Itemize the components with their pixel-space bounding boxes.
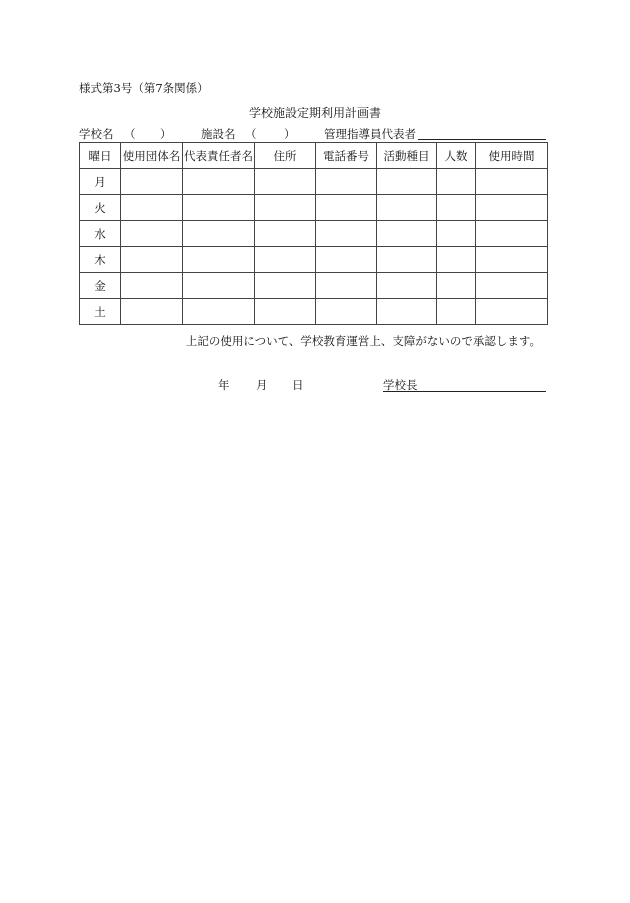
address-cell[interactable]	[255, 247, 316, 273]
representative-name-cell[interactable]	[183, 169, 255, 195]
group-name-cell[interactable]	[121, 247, 183, 273]
headcount-cell[interactable]	[437, 299, 476, 325]
phone-cell[interactable]	[316, 299, 377, 325]
column-header-day: 曜日	[80, 143, 121, 169]
table-row	[80, 247, 548, 273]
activity-cell[interactable]	[377, 273, 437, 299]
facility-name-paren-close: ）	[284, 127, 296, 141]
day-cell: 木	[80, 247, 121, 273]
table-row	[80, 299, 548, 325]
school-name-paren-open: （	[124, 127, 136, 141]
activity-cell[interactable]	[377, 195, 437, 221]
activity-cell[interactable]	[377, 299, 437, 325]
table-row	[80, 221, 548, 247]
school-name-label: 学校名	[79, 127, 114, 141]
column-header-headcount: 人数	[437, 143, 476, 169]
day-label: 日	[292, 378, 304, 392]
representative-name-cell[interactable]	[183, 195, 255, 221]
representative-field[interactable]	[418, 139, 546, 140]
usage-time-cell[interactable]	[476, 299, 548, 325]
headcount-cell[interactable]	[437, 273, 476, 299]
representative-name-cell[interactable]	[183, 273, 255, 299]
representative-name-cell[interactable]	[183, 221, 255, 247]
group-name-cell[interactable]	[121, 273, 183, 299]
phone-cell[interactable]	[316, 169, 377, 195]
column-header-activity: 活動種目	[377, 143, 437, 169]
group-name-cell[interactable]	[121, 195, 183, 221]
column-header-address: 住所	[255, 143, 316, 169]
usage-time-cell[interactable]	[476, 247, 548, 273]
month-label: 月	[256, 378, 268, 392]
facility-name-paren-open: （	[245, 127, 257, 141]
document-title: 学校施設定期利用計画書	[248, 106, 381, 120]
column-header-phone: 電話番号	[316, 143, 377, 169]
group-name-cell[interactable]	[121, 169, 183, 195]
table-row	[80, 195, 548, 221]
activity-cell[interactable]	[377, 247, 437, 273]
table-header-row	[80, 143, 548, 169]
form-number: 様式第3号（第7条関係）	[79, 81, 209, 95]
usage-time-cell[interactable]	[476, 273, 548, 299]
column-header-representative-name: 代表責任者名	[183, 143, 255, 169]
day-cell: 金	[80, 273, 121, 299]
schedule-table	[79, 142, 548, 325]
headcount-cell[interactable]	[437, 221, 476, 247]
address-cell[interactable]	[255, 273, 316, 299]
headcount-cell[interactable]	[437, 169, 476, 195]
usage-time-cell[interactable]	[476, 169, 548, 195]
school-name-paren-close: ）	[160, 127, 172, 141]
representative-name-cell[interactable]	[183, 247, 255, 273]
address-cell[interactable]	[255, 195, 316, 221]
column-header-usage-time: 使用時間	[476, 143, 548, 169]
principal-signature-field[interactable]	[383, 391, 546, 392]
headcount-cell[interactable]	[437, 195, 476, 221]
activity-cell[interactable]	[377, 221, 437, 247]
usage-time-cell[interactable]	[476, 221, 548, 247]
representative-name-cell[interactable]	[183, 299, 255, 325]
address-cell[interactable]	[255, 169, 316, 195]
table-row	[80, 273, 548, 299]
principal-label: 学校長	[383, 378, 418, 392]
phone-cell[interactable]	[316, 195, 377, 221]
year-label: 年	[218, 378, 230, 392]
approval-statement: 上記の使用について、学校教育運営上、支障がないので承認します。	[185, 334, 541, 348]
day-cell: 月	[80, 169, 121, 195]
day-cell: 土	[80, 299, 121, 325]
headcount-cell[interactable]	[437, 247, 476, 273]
group-name-cell[interactable]	[121, 299, 183, 325]
address-cell[interactable]	[255, 299, 316, 325]
phone-cell[interactable]	[316, 247, 377, 273]
representative-label: 管理指導員代表者	[324, 127, 416, 141]
day-cell: 水	[80, 221, 121, 247]
table-row	[80, 169, 548, 195]
usage-time-cell[interactable]	[476, 195, 548, 221]
facility-name-label: 施設名	[201, 127, 236, 141]
column-header-group-name: 使用団体名	[121, 143, 183, 169]
phone-cell[interactable]	[316, 273, 377, 299]
activity-cell[interactable]	[377, 169, 437, 195]
phone-cell[interactable]	[316, 221, 377, 247]
day-cell: 火	[80, 195, 121, 221]
group-name-cell[interactable]	[121, 221, 183, 247]
address-cell[interactable]	[255, 221, 316, 247]
